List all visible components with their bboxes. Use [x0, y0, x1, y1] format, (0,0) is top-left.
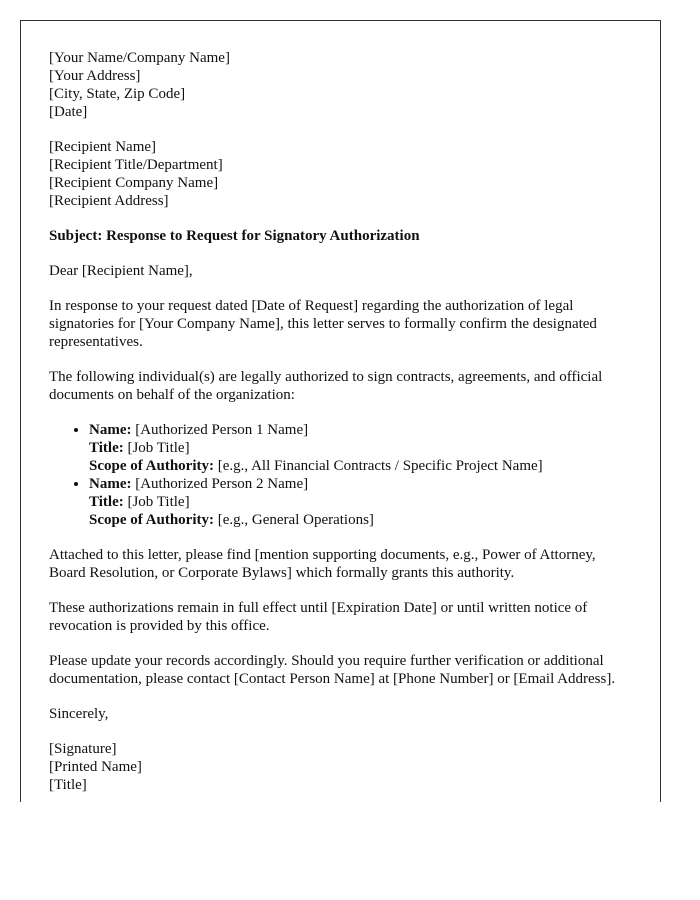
paragraph-intro: In response to your request dated [Date of Request] regarding the authorization of legal signatories for [Your Company Name], this letter serves to formally confirm the designated representatives.	[49, 298, 597, 350]
signatory-name: [Authorized Person 2 Name]	[135, 476, 309, 492]
recipient-block	[49, 138, 632, 210]
signature: [Signature]	[49, 741, 117, 757]
signature-block	[49, 740, 632, 794]
scope-label: Scope of Authority:	[89, 512, 214, 528]
scope-label: Scope of Authority:	[89, 458, 214, 474]
recipient-name: [Recipient Name]	[49, 139, 157, 155]
sender-address: [Your Address]	[49, 68, 141, 84]
name-label: Name:	[89, 476, 132, 492]
recipient-address: [Recipient Address]	[49, 193, 169, 209]
signatory-item	[89, 421, 632, 475]
paragraph-attachments: Attached to this letter, please find [mention supporting documents, e.g., Power of Attorney, Board Resolution, or Corporate Bylaws] which formally grants this authority.	[49, 547, 596, 581]
signatory-title: [Job Title]	[127, 494, 190, 510]
signatory-scope: [e.g., All Financial Contracts / Specific Project Name]	[217, 458, 543, 474]
signatory-title: [Job Title]	[127, 440, 190, 456]
name-label: Name:	[89, 422, 132, 438]
title-label: Title:	[89, 440, 124, 456]
signatory-list	[49, 421, 632, 529]
signatory-name: [Authorized Person 1 Name]	[135, 422, 309, 438]
signatory-scope: [e.g., General Operations]	[217, 512, 374, 528]
subject-line	[49, 227, 632, 245]
signatory-item	[89, 475, 632, 529]
letter-page	[20, 20, 661, 802]
closing: Sincerely,	[49, 706, 109, 722]
sender-city: [City, State, Zip Code]	[49, 86, 186, 102]
sender-name: [Your Name/Company Name]	[49, 50, 230, 66]
subject-text: Subject: Response to Request for Signatory Authorization	[49, 228, 420, 244]
recipient-company: [Recipient Company Name]	[49, 175, 219, 191]
paragraph-validity: These authorizations remain in full effect until [Expiration Date] or until written notice of revocation is provided by this office.	[49, 600, 588, 634]
recipient-title: [Recipient Title/Department]	[49, 157, 223, 173]
sender-block	[49, 49, 632, 121]
paragraph-authorized: The following individual(s) are legally authorized to sign contracts, agreements, and official documents on behalf of the organization:	[49, 369, 603, 403]
signer-title: [Title]	[49, 777, 87, 793]
letter-date: [Date]	[49, 104, 88, 120]
printed-name: [Printed Name]	[49, 759, 142, 775]
title-label: Title:	[89, 494, 124, 510]
salutation: Dear [Recipient Name],	[49, 263, 193, 279]
paragraph-contact: Please update your records accordingly. Should you require further verification or additional documentation, please contact [Contact Person Name] at [Phone Number] or [Email Address].	[49, 653, 616, 687]
